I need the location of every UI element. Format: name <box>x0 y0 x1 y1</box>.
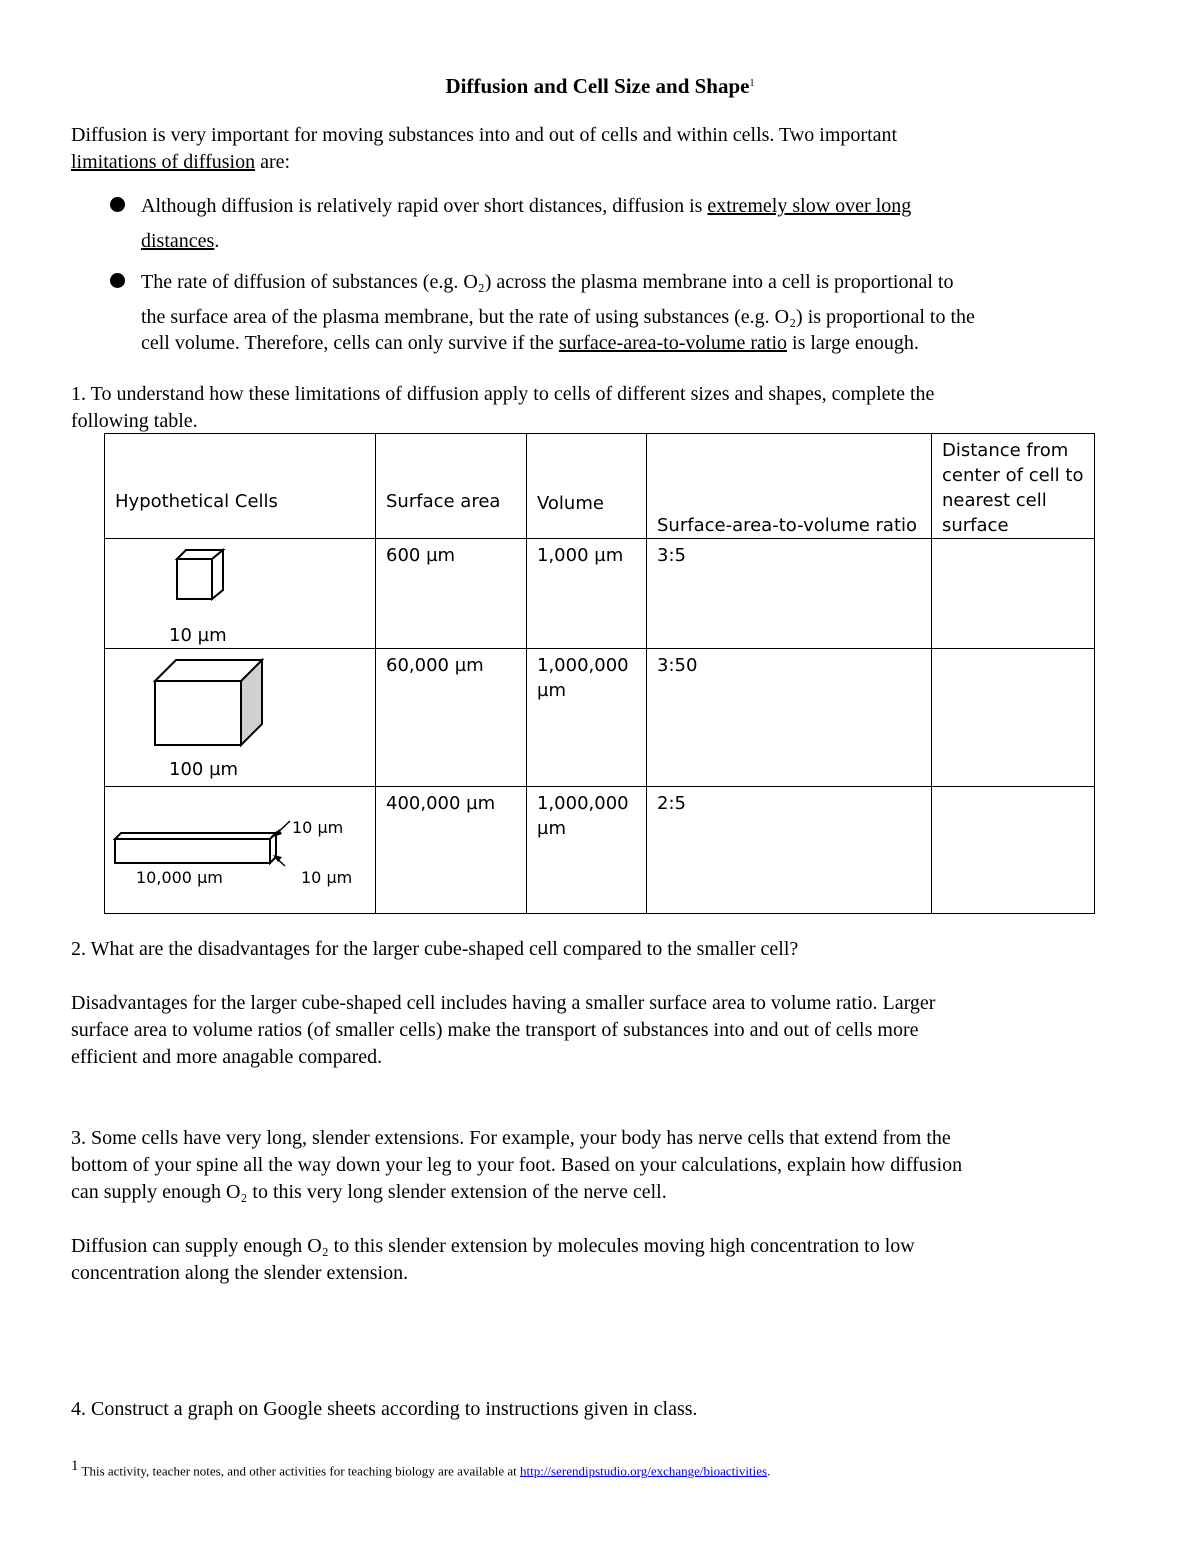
ratio-cell[interactable]: 2:5 <box>647 787 932 914</box>
cell-width-label: 10 µm <box>292 818 344 837</box>
question-2: 2. What are the disadvantages for the larger cube-shaped cell compared to the smaller cell? <box>71 938 799 960</box>
volume-cell[interactable]: 1,000 µm <box>527 539 647 649</box>
header-hypothetical-cells: Hypothetical Cells <box>105 434 376 539</box>
small-cube-icon <box>105 539 375 648</box>
slender-cell-icon <box>105 787 375 913</box>
bullet-icon <box>110 273 125 288</box>
ratio-cell[interactable]: 3:5 <box>647 539 932 649</box>
header-distance: Distance from center of cell to nearest cell surface <box>932 434 1095 539</box>
footnote-ref: 1 <box>749 78 755 89</box>
cell-size-label: 10 µm <box>169 625 227 646</box>
bullet-icon <box>110 197 125 212</box>
distance-cell[interactable] <box>932 787 1095 914</box>
table-row <box>105 787 1095 914</box>
cell-size-label: 100 µm <box>169 759 239 780</box>
bioactivities-link[interactable]: http://serendipstudio.org/exchange/bioactivities <box>519 1463 768 1479</box>
question-1: 1. To understand how these limitations of diffusion apply to cells of different sizes and shapes, complete the following table. <box>71 383 935 432</box>
distance-cell[interactable] <box>932 649 1095 787</box>
surface-area-cell[interactable]: 600 µm <box>376 539 527 649</box>
cell-length-label: 10,000 µm <box>136 868 223 887</box>
cell-illustration <box>105 539 376 649</box>
cell-illustration <box>105 649 376 787</box>
surface-area-cell[interactable]: 60,000 µm <box>376 649 527 787</box>
volume-cell[interactable]: 1,000,000 µm <box>527 787 647 914</box>
footnote-mark: 1 <box>71 1458 79 1474</box>
cell-depth-label: 10 µm <box>301 868 353 887</box>
header-volume: Volume <box>527 434 647 539</box>
volume-cell[interactable]: 1,000,000 µm <box>527 649 647 787</box>
cell-illustration <box>105 787 376 914</box>
answer-3[interactable]: Diffusion can supply enough O₂ to this slender extension by molecules moving high concentration to low concentration along the slender extension. <box>71 1235 915 1284</box>
footnote: 1 This activity, teacher notes, and other activities for teaching biology are available at http://serendipstudio.org/exchange/bioactivities. <box>71 1458 771 1479</box>
surface-area-cell[interactable]: 400,000 µm <box>376 787 527 914</box>
header-surface-area: Surface area <box>376 434 527 539</box>
table-row <box>105 539 1095 649</box>
bullet-item: Although diffusion is relatively rapid over short distances, diffusion is extremely slow over long distances. <box>141 195 912 252</box>
header-ratio: Surface-area-to-volume ratio <box>647 434 932 539</box>
question-3: 3. Some cells have very long, slender extensions. For example, your body has nerve cells that extend from the bottom of your spine all the way down your leg to your foot. Based on your calculations, explain how diffusion can supply enough O₂ to this very long slender extension of the nerve cell. <box>71 1127 963 1203</box>
table-header-row <box>105 434 1095 539</box>
ratio-cell[interactable]: 3:50 <box>647 649 932 787</box>
large-cube-icon <box>105 649 375 786</box>
intro-paragraph: Diffusion is very important for moving substances into and out of cells and within cells. Two important limitations of diffusion are: <box>71 124 898 173</box>
table-row <box>105 649 1095 787</box>
answer-2[interactable]: Disadvantages for the larger cube-shaped cell includes having a smaller surface area to volume ratio. Larger surface area to volume ratios (of smaller cells) make the transport of substances into and out of cells more efficient and more anagable compared. <box>71 992 936 1068</box>
bullet-item: The rate of diffusion of substances (e.g. O₂) across the plasma membrane into a cell is proportional to the surface area of the plasma membrane, but the rate of using substances (e.g. O₂) is proportional to the cell volume. Therefore, cells can only survive if the surface-area-to-volume ratio is large enough. <box>141 271 975 354</box>
page-title: Diffusion and Cell Size and Shape$^1$ <box>445 74 755 98</box>
question-4: 4. Construct a graph on Google sheets according to instructions given in class. <box>71 1398 698 1420</box>
distance-cell[interactable] <box>932 539 1095 649</box>
cell-table <box>104 433 1095 914</box>
